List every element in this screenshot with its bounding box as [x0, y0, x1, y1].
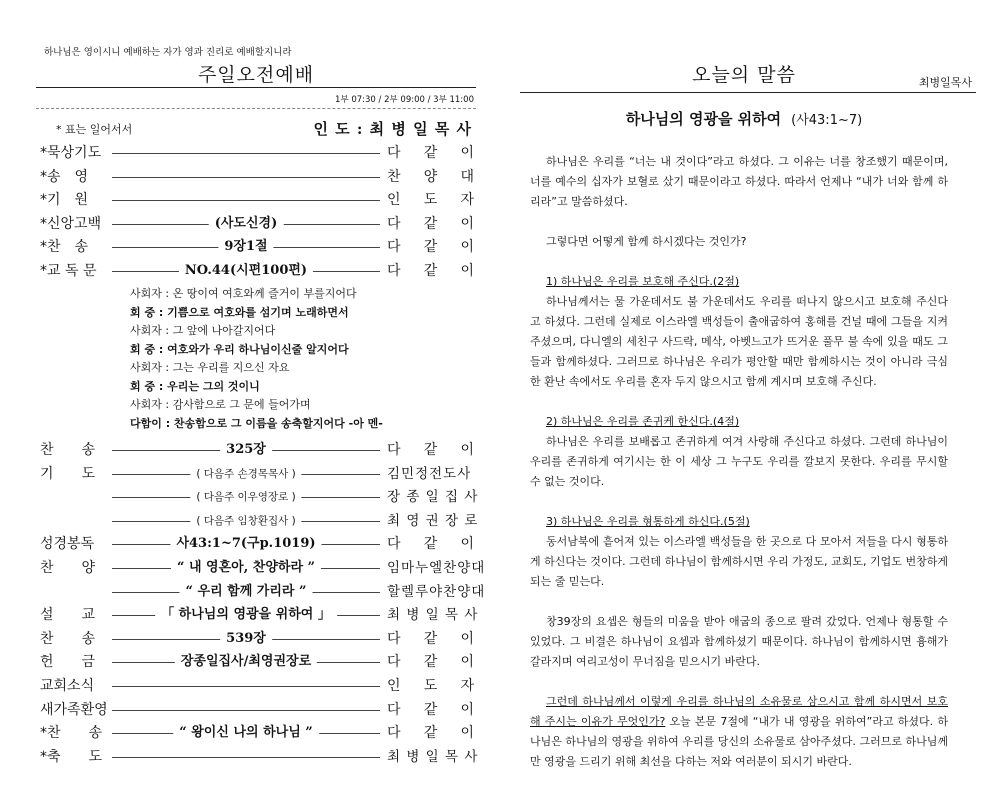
row-label: 성경봉독 [40, 536, 95, 553]
person-char: 같 [423, 442, 438, 458]
person-char: 자 [460, 678, 474, 694]
sermon-title [496, 108, 992, 129]
row-person [387, 723, 474, 743]
row-item: 9장1절 [218, 237, 273, 257]
person-char: 다 [387, 725, 401, 742]
row-item: 장종일집사/최영권장로 [175, 652, 317, 672]
service-row [40, 747, 479, 767]
row-person: 김민정전도사 [387, 465, 472, 482]
person-char: 이 [460, 725, 474, 742]
sermon-title-text: 하나님의 영광을 위하여 [625, 110, 782, 128]
person-char: 찬 [387, 168, 401, 185]
row-person: 임마누엘찬양대 [387, 560, 486, 576]
row-item: “ 왕이신 나의 하나님 ” [173, 723, 319, 743]
person-char: 같 [423, 630, 438, 647]
row-person [387, 261, 474, 281]
person-char: 같 [423, 262, 438, 279]
reading-line: 다함이 : 찬송함으로 그 이름을 송축할지어다 -아 멘- [130, 416, 383, 430]
person-char: 이 [460, 215, 474, 232]
row-label: 교회소식 [40, 678, 95, 694]
sermon-ref: (사43:1~7) [791, 113, 863, 128]
reading-line: 회 중 : 우리는 그의 것이니 [130, 379, 260, 393]
row-label: *기 원 [40, 192, 89, 208]
preacher: 최병일목사 [918, 76, 972, 89]
row-label: *묵상기도 [40, 145, 102, 161]
responsive-reading [130, 285, 460, 433]
leader-line [112, 757, 380, 758]
row-item: (사도신경) [209, 214, 284, 234]
service-times: 1부 07:30 / 2부 09:00 / 3부 11:00 [335, 95, 474, 105]
paragraph-rest: 오늘 본문 7절에 “내가 내 영광을 위하여”라고 하셨다. 하나님은 하나님의 영광을 위하여 우리를 당신의 소유물로 삼아주셨다. 그러므로 하나님께만 영광을 드리기 위해 최선을 다하는 저와 여러분이 되시기 바란다. [530, 715, 948, 768]
title-rule [36, 87, 476, 88]
person-char: 같 [423, 654, 438, 671]
person-char: 다 [387, 442, 401, 458]
row-label: *축 도 [40, 748, 103, 765]
paragraph: 하나님은 우리를 “너는 내 것이다”라고 하셨다. 그 이유는 너를 창조했기 때문이며, 너를 예수의 십자가 보혈로 샀기 때문이라고 하셨다. 따라서 언제나 “내가 너와 함께 하리라”고 말씀하셨다. [530, 155, 948, 208]
row-item: ( 다음주 임창환집사 ) [190, 511, 301, 531]
row-label: 찬 송 [40, 630, 96, 647]
person-char: 인 [387, 192, 401, 208]
leader: 인 도 : 최 병 일 목 사 [313, 120, 472, 138]
row-item: ( 다음주 손경목목사 ) [190, 464, 301, 484]
person-char: 다 [387, 239, 401, 255]
service-row [40, 487, 479, 507]
title-rule [520, 92, 976, 93]
person-char: 같 [423, 725, 438, 742]
service-row [40, 167, 476, 187]
leader-line [112, 710, 380, 711]
row-label: *찬 송 [40, 239, 89, 255]
service-row [40, 652, 476, 672]
service-row [40, 511, 479, 531]
reading-line: 사회자 : 온 땅이여 여호와께 즐거이 부를지어다 [130, 287, 357, 300]
reading-line: 사회자 : 그는 우리를 지으신 자요 [130, 361, 290, 374]
service-row [40, 582, 486, 602]
service-row [40, 237, 476, 257]
paragraph: 하나님께서는 물 가운데서도 불 가운데서도 우리를 떠나지 않으시고 보호해 주신다고 하셨다. 그런데 실제로 이스라엘 백성들이 출애굽하여 홍해를 건널 때에 그들을 지켜주셨으며, 다니엘의 세친구 사드락, 메삭, 아벳느고가 뜨거운 풀무 불 속에 있을 때도 그들과 함께하셨다. 그러므로 하나님은 우리가 평안할 때만 함께하시는 것이 아니라 극심한 환난 속에서도 우리를 혼자 두지 않으시고 함께 계시며 보호해 주신다. [530, 295, 948, 388]
row-item: NO.44(시편100편) [179, 261, 313, 281]
row-label: *신앙고백 [40, 215, 102, 232]
row-person: 최 영 권 장 로 [387, 512, 479, 529]
row-item: 사43:1~7(구p.1019) [170, 534, 321, 554]
row-label: *교 독 문 [40, 262, 97, 279]
motto: 하나님은 영이시니 예배하는 자가 영과 진리로 예배할지니라 [44, 47, 292, 58]
row-person [387, 652, 474, 672]
service-row [40, 190, 476, 210]
row-item: “ 우리 함께 가리라 ” [180, 582, 313, 602]
person-char: 이 [460, 262, 474, 279]
service-row [40, 558, 486, 578]
sermon-body [530, 152, 948, 772]
today-title: 오늘의 말씀 [692, 64, 796, 86]
person-char: 이 [460, 654, 474, 671]
person-char: 같 [423, 701, 438, 718]
right-page [496, 0, 992, 794]
row-person [387, 534, 474, 554]
row-item: “ 내 영혼아, 찬양하라 ” [171, 558, 321, 578]
person-char: 같 [423, 536, 438, 553]
point-heading: 1) 하나님은 우리를 보호해 주신다.(2절) [546, 275, 740, 288]
person-char: 대 [460, 168, 474, 185]
row-person: 할렐루야찬양대 [387, 583, 486, 600]
paragraph: 하나님은 우리를 보배롭고 존귀하게 여겨 사랑해 주신다고 하셨다. 그런데 하나님이 우리를 존귀하게 여기시는 한 이 세상 그 누구도 우리를 깔보지 못한다. 우리를 무시할 수 없는 것이다. [530, 435, 948, 488]
worship-title: 주일오전예배 [197, 64, 315, 86]
point-heading: 3) 하나님은 우리를 형통하게 하신다.(5절) [546, 515, 750, 528]
reading-line: 회 중 : 여호와가 우리 하나님이신줄 알지어다 [130, 342, 349, 356]
row-person: 최 병 일 목 사 [387, 748, 479, 765]
service-row [40, 605, 479, 625]
row-person [387, 629, 474, 649]
row-person [387, 440, 474, 460]
row-person [387, 190, 474, 210]
leader-line [112, 686, 380, 687]
reading-line: 회 중 : 기쁨으로 여호와를 섬기며 노래하면서 [130, 305, 349, 319]
person-char: 이 [460, 145, 474, 161]
person-char: 다 [387, 262, 401, 279]
person-char: 같 [423, 215, 438, 232]
row-person [387, 676, 474, 696]
person-char: 도 [423, 192, 438, 208]
paragraph: 그렇다면 어떻게 함께 하시겠다는 것인가? [546, 235, 747, 248]
person-char: 도 [423, 678, 438, 694]
dashed-rule [36, 108, 476, 109]
point-heading: 2) 하나님은 우리를 존귀케 한신다.(4절) [546, 415, 740, 428]
paragraph: 창39장의 요셉은 형들의 미움을 받아 애굽의 종으로 팔려 갔었다. 언제나 형통할 수 있었다. 그 비결은 하나님이 요셉과 함께하셨기 때문이다. 하나님이 함께하시면 흉해가 갈라지며 여리고성이 무너짐을 믿으시기 바란다. [530, 615, 948, 668]
row-item: 325장 [220, 440, 272, 460]
service-row [40, 214, 476, 234]
stand-note: * 표는 일어서서 [56, 123, 133, 136]
service-row [40, 629, 476, 649]
service-row [40, 676, 476, 696]
service-row [40, 143, 476, 163]
leader-line [112, 200, 380, 201]
row-label: 헌 금 [40, 654, 96, 671]
leader-line [112, 177, 380, 178]
row-person [387, 214, 474, 234]
person-char: 이 [460, 536, 474, 553]
row-label: *찬 송 [40, 725, 103, 742]
person-char: 이 [460, 630, 474, 647]
row-person: 장 종 일 집 사 [387, 489, 479, 506]
service-row [40, 440, 476, 460]
person-char: 다 [387, 215, 401, 232]
row-label: 기 도 [40, 465, 96, 482]
row-label: *송 영 [40, 168, 89, 185]
service-row [40, 723, 476, 743]
reading-line: 사회자 : 그 앞에 나아갈지어다 [130, 324, 276, 337]
row-label: 찬 양 [40, 560, 96, 576]
row-label: 설 교 [40, 607, 96, 624]
person-char: 자 [460, 192, 474, 208]
person-char: 같 [423, 145, 438, 161]
row-person: 최 병 일 목 사 [387, 607, 479, 624]
service-row [40, 261, 476, 281]
paragraph [530, 692, 948, 772]
person-char: 다 [387, 630, 401, 647]
service-row [40, 534, 476, 554]
person-char: 다 [387, 536, 401, 553]
person-char: 이 [460, 442, 474, 458]
row-label: 찬 송 [40, 442, 96, 458]
person-char: 이 [460, 239, 474, 255]
person-char: 다 [387, 654, 401, 671]
person-char: 같 [423, 239, 438, 255]
row-person [387, 237, 474, 257]
row-item: 539장 [220, 629, 272, 649]
question-text: 그런데 하나님께서 이렇게 우리를 하나님의 소유물로 삼으시고 함께 하시면서 보호해 주시는 이유가 무엇인가? [530, 695, 948, 728]
leader-line [112, 153, 380, 154]
row-person [387, 167, 474, 187]
person-char: 이 [460, 701, 474, 718]
person-char: 다 [387, 145, 401, 161]
service-row [40, 464, 476, 484]
row-label: 새가족환영 [40, 701, 108, 718]
row-item: ( 다음주 이우영장로 ) [190, 487, 301, 507]
row-person [387, 143, 474, 163]
paragraph: 동서남북에 흩어져 있는 이스라엘 백성들을 한 곳으로 다 모아서 저들을 다시 형통하게 하신다는 것이다. 그런데 하나님이 함께하시면 우리 가정도, 교회도, 기업도 번창하게 되는 줄 믿는다. [530, 535, 948, 588]
reading-line: 사회자 : 감사함으로 그 문에 들어가며 [130, 398, 311, 411]
row-item: 「 하나님의 영광을 위하여 」 [155, 605, 337, 625]
row-person [387, 700, 474, 720]
service-row [40, 700, 476, 720]
person-char: 다 [387, 701, 401, 718]
person-char: 양 [423, 168, 438, 185]
person-char: 인 [387, 678, 401, 694]
